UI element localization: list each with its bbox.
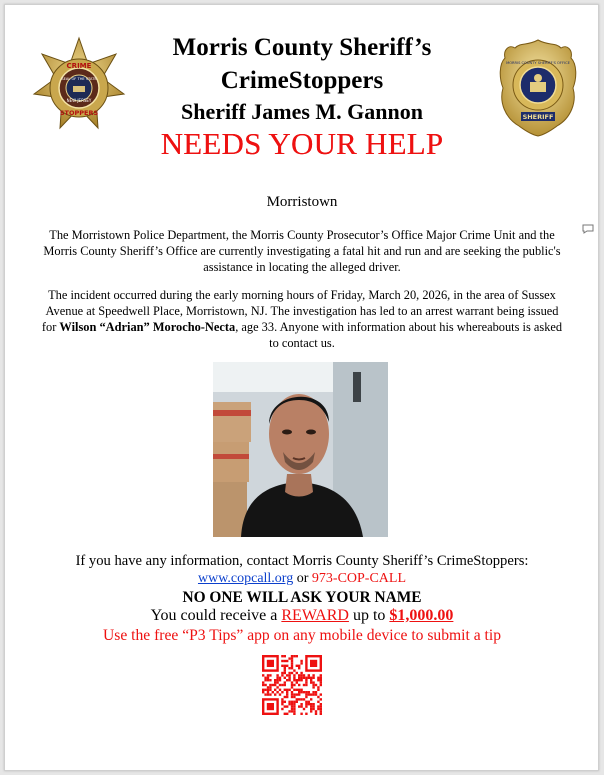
header-line-county: Morris County Sheriff’s [172, 34, 432, 61]
paragraph-investigation: The Morristown Police Department, the Morris County Prosecutor’s Office Major Crime Unit and the Morris County Sheriff’s Office are currently investigating a fatal hit and run and are seeking the public's assistance in locating the alleged driver. [43, 228, 561, 274]
website-link[interactable]: www.copcall.org [197, 571, 294, 586]
reward-word: REWARD [281, 607, 349, 624]
contact-instructions: If you have any information, contact Morris County Sheriff’s CrimeStoppers: [75, 553, 529, 569]
reward-line [0, 607, 604, 625]
badge-seal-text: SEAL OF THE STATE [61, 77, 97, 81]
badge-nj-text: NEW JERSEY [66, 98, 92, 103]
badge-crime-text: CRIME [66, 62, 92, 70]
anonymous-notice: NO ONE WILL ASK YOUR NAME [182, 589, 422, 606]
header-line-crimestoppers: CrimeStoppers [220, 67, 384, 94]
comment-icon[interactable] [582, 224, 594, 234]
sheriff-badge-ring-text: MORRIS COUNTY SHERIFF'S OFFICE [506, 61, 570, 65]
contact-or-text: or [293, 571, 312, 586]
header-line-sheriff: Sheriff James M. Gannon [181, 99, 423, 124]
phone-number: 973-COP-CALL [311, 571, 407, 586]
paragraph-incident-start: The incident occurred during the early morning hours of Friday, March 20, 2026, in the area of Sussex Avenue at Speedwell Place, Morristown, NJ. The investigation has led to an arrest warrant being issued for [41, 288, 559, 334]
sheriff-badge-label: SHERIFF [522, 113, 554, 121]
qr-code[interactable] [262, 655, 322, 715]
contact-links [0, 571, 604, 587]
p3-tips-app-notice: Use the free “P3 Tips” app on any mobile device to submit a tip [102, 627, 501, 644]
paragraph-incident-end: , age 33. Anyone with information about his whereabouts is asked to contact us. [235, 320, 563, 350]
badge-stoppers-text: STOPPERS [59, 109, 99, 117]
suspect-photo [213, 362, 388, 537]
reward-prefix: You could receive a [150, 607, 282, 624]
needs-your-help-title: NEEDS YOUR HELP [160, 126, 444, 161]
reward-amount: $1,000.00 [389, 607, 454, 624]
paragraph-incident [38, 287, 566, 351]
suspect-name: Wilson “Adrian” Morocho-Necta [59, 320, 236, 334]
location-title: Morristown [266, 194, 338, 210]
reward-mid: up to [348, 607, 390, 624]
